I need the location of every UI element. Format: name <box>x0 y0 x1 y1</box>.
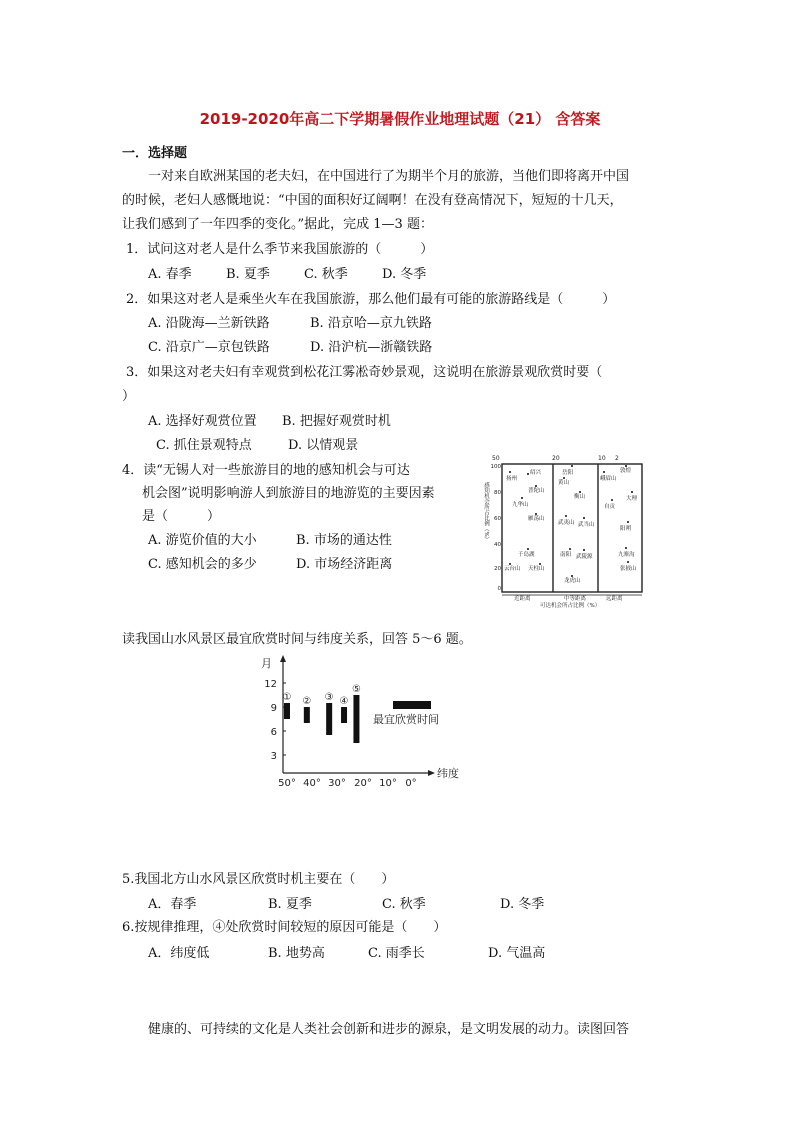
place-label: 武当山 <box>578 522 595 528</box>
fig2-x-tick: 50° <box>278 778 296 789</box>
place-label: 南阳 <box>560 552 572 558</box>
viewing-time-bar <box>326 703 332 735</box>
q6-option-d: D. 气温高 <box>488 946 546 961</box>
q6-option-c: C. 雨季长 <box>368 946 425 961</box>
q3-stem-close: ） <box>122 389 136 404</box>
q4-option-a: A. 游览价值的大小 <box>148 533 257 548</box>
place-label: 武夷山 <box>558 520 575 526</box>
q4-stem-1: 4．读“无锡人对一些旅游目的地的感知机会与可达 <box>122 463 410 478</box>
fig1-y-tick: 80 <box>494 490 501 496</box>
fig2-x-tick: 30° <box>328 778 346 789</box>
q3-option-a: A. 选择好观赏位置 <box>148 414 257 429</box>
place-label: 天柱山 <box>528 566 545 572</box>
viewing-time-bar <box>304 707 310 723</box>
bottom-paragraph: 健康的、可持续的文化是人类社会创新和进步的源泉，是文明发展的动力。读图回答 <box>148 1022 630 1037</box>
perception-accessibility-figure <box>480 452 652 608</box>
place-label: 自贡 <box>604 504 616 510</box>
q6-option-a: A．纬度低 <box>148 946 210 961</box>
fig2-x-tick: 40° <box>303 778 321 789</box>
fig2-x-tick: 0° <box>405 778 417 789</box>
bar-marker-label: ② <box>302 696 312 707</box>
q3-stem: 3．如果这对老夫妇有幸观赏到松花江雾凇奇妙景观，这说明在旅游景观欣赏时要（ <box>126 365 603 380</box>
q3-option-c: C. 抓住景观特点 <box>156 438 252 453</box>
q4-stem-2: 机会图”说明影响游人到旅游目的地游览的主要因素 <box>142 486 435 501</box>
viewing-time-bar <box>284 703 290 719</box>
fig2-ylabel: 月 <box>261 657 272 670</box>
fig1-zone-label: 近距离 <box>514 596 531 602</box>
bar-marker-label: ④ <box>339 696 349 707</box>
doc-title: 2019-2020年高二下学期暑假作业地理试题（21） 含答案 <box>199 110 601 128</box>
place-label: 龙虎山 <box>564 578 581 584</box>
q5-option-b: B. 夏季 <box>268 897 312 912</box>
place-label: 绍兴 <box>530 470 542 476</box>
q56-intro: 读我国山水风景区最宜欣赏时间与纬度关系，回答 5～6 题。 <box>122 632 472 647</box>
fig1-y-tick: 40 <box>494 542 501 548</box>
q3-option-d: D. 以情观景 <box>288 438 359 453</box>
intro-line-3: 让我们感到了一年四季的变化。”据此，完成 1—3 题： <box>122 217 433 232</box>
place-label: 普陀山 <box>528 488 545 494</box>
intro-line-2: 的时候，老妇人感慨地说：“中国的面积好辽阔啊！在没有登高情况下，短短的十几天， <box>122 193 623 208</box>
place-label: 峨眉山 <box>600 476 617 482</box>
fig2-y-tick: 3 <box>270 751 277 762</box>
fig1-y-tick: 20 <box>494 566 501 572</box>
q4-option-c: C. 感知机会的多少 <box>148 557 257 572</box>
fig1-y-tick: 0 <box>497 586 501 592</box>
q6-option-b: B. 地势高 <box>268 946 325 961</box>
q4-option-b: B. 市场的通达性 <box>296 533 392 548</box>
place-label: 九寨沟 <box>618 552 635 558</box>
fig1-xlabel: 可达机会所占比例（%） <box>540 603 601 608</box>
intro-line-1: 一对来自欧洲某国的老夫妇，在中国进行了为期半个月的旅游，当他们即将离开中国 <box>148 169 630 184</box>
fig1-top-tick: 50 <box>492 455 500 462</box>
q2-option-a: A. 沿陇海—兰新铁路 <box>148 316 270 331</box>
fig2-legend: 最宜欣赏时间 <box>373 713 439 726</box>
fig1-zone-label: 中等距离 <box>564 596 587 602</box>
bar-marker-label: ① <box>282 692 292 703</box>
q5-option-d: D. 冬季 <box>500 897 545 912</box>
fig2-xlabel: 纬度 <box>437 767 459 780</box>
q6-stem: 6.按规律推理，④处欣赏时间较短的原因可能是（ ） <box>122 920 447 935</box>
place-label: 扬州 <box>506 476 518 482</box>
viewing-time-bar <box>353 695 359 743</box>
place-label: 阳朔 <box>620 526 632 532</box>
q2-option-c: C. 沿京广—京包铁路 <box>148 340 270 355</box>
q1-option-d: D. 冬季 <box>382 267 427 282</box>
q2-stem: 2．如果这对老人是乘坐火车在我国旅游，那么他们最有可能的旅游路线是（ ） <box>126 292 616 307</box>
fig1-top-tick: 10 <box>598 455 606 462</box>
q1-stem: 1．试问这对老人是什么季节来我国旅游的（ ） <box>126 242 434 257</box>
section-heading: 一．选择题 <box>122 146 188 161</box>
q1-option-c: C. 秋季 <box>304 267 348 282</box>
q5-option-a: A．春季 <box>148 897 197 912</box>
place-label: 岳阳 <box>562 470 574 476</box>
fig1-top-tick: 20 <box>552 455 560 462</box>
legend-swatch <box>393 701 431 709</box>
viewing-time-bar <box>341 707 347 723</box>
q3-option-b: B. 把握好观赏时机 <box>282 414 391 429</box>
q5-stem: 5.我国北方山水风景区欣赏时机主要在（ ） <box>122 872 395 887</box>
fig1-top-tick: 2 <box>615 455 619 462</box>
bar-marker-label: ⑤ <box>351 684 361 695</box>
fig2-y-tick: 12 <box>264 679 277 690</box>
q1-option-b: B. 夏季 <box>226 267 270 282</box>
place-label: 云台山 <box>504 566 521 572</box>
q4-option-d: D. 市场经济距离 <box>296 557 393 572</box>
fig1-zone-label: 远距离 <box>606 596 623 602</box>
fig1-y-tick: 60 <box>494 516 501 522</box>
place-label: 千岛湖 <box>518 552 535 558</box>
place-label: 敦煌 <box>620 468 632 474</box>
q2-option-b: B. 沿京哈—京九铁路 <box>310 316 432 331</box>
place-label: 武陵源 <box>576 554 593 560</box>
fig1-y-tick: 100 <box>490 464 501 470</box>
place-label: 雁荡山 <box>528 516 545 522</box>
place-label: 九华山 <box>512 502 529 508</box>
place-label: 黄山 <box>558 480 570 486</box>
place-label: 张掖山 <box>620 566 637 572</box>
bar-marker-label: ③ <box>324 692 334 703</box>
q1-option-a: A. 春季 <box>148 267 192 282</box>
place-label: 衡山 <box>574 494 586 500</box>
q2-option-d: D. 沿沪杭—浙赣铁路 <box>310 340 433 355</box>
viewing-time-latitude-chart <box>255 655 475 790</box>
fig2-x-tick: 10° <box>379 778 397 789</box>
fig2-y-tick: 9 <box>270 703 277 714</box>
fig2-x-tick: 20° <box>354 778 372 789</box>
q5-option-c: C. 秋季 <box>382 897 426 912</box>
fig1-ylabel: 感知机会所占比例（%） <box>483 482 489 543</box>
q4-stem-3: 是（ ） <box>142 509 221 524</box>
place-label: 大理 <box>626 496 638 502</box>
fig2-y-tick: 6 <box>270 727 277 738</box>
